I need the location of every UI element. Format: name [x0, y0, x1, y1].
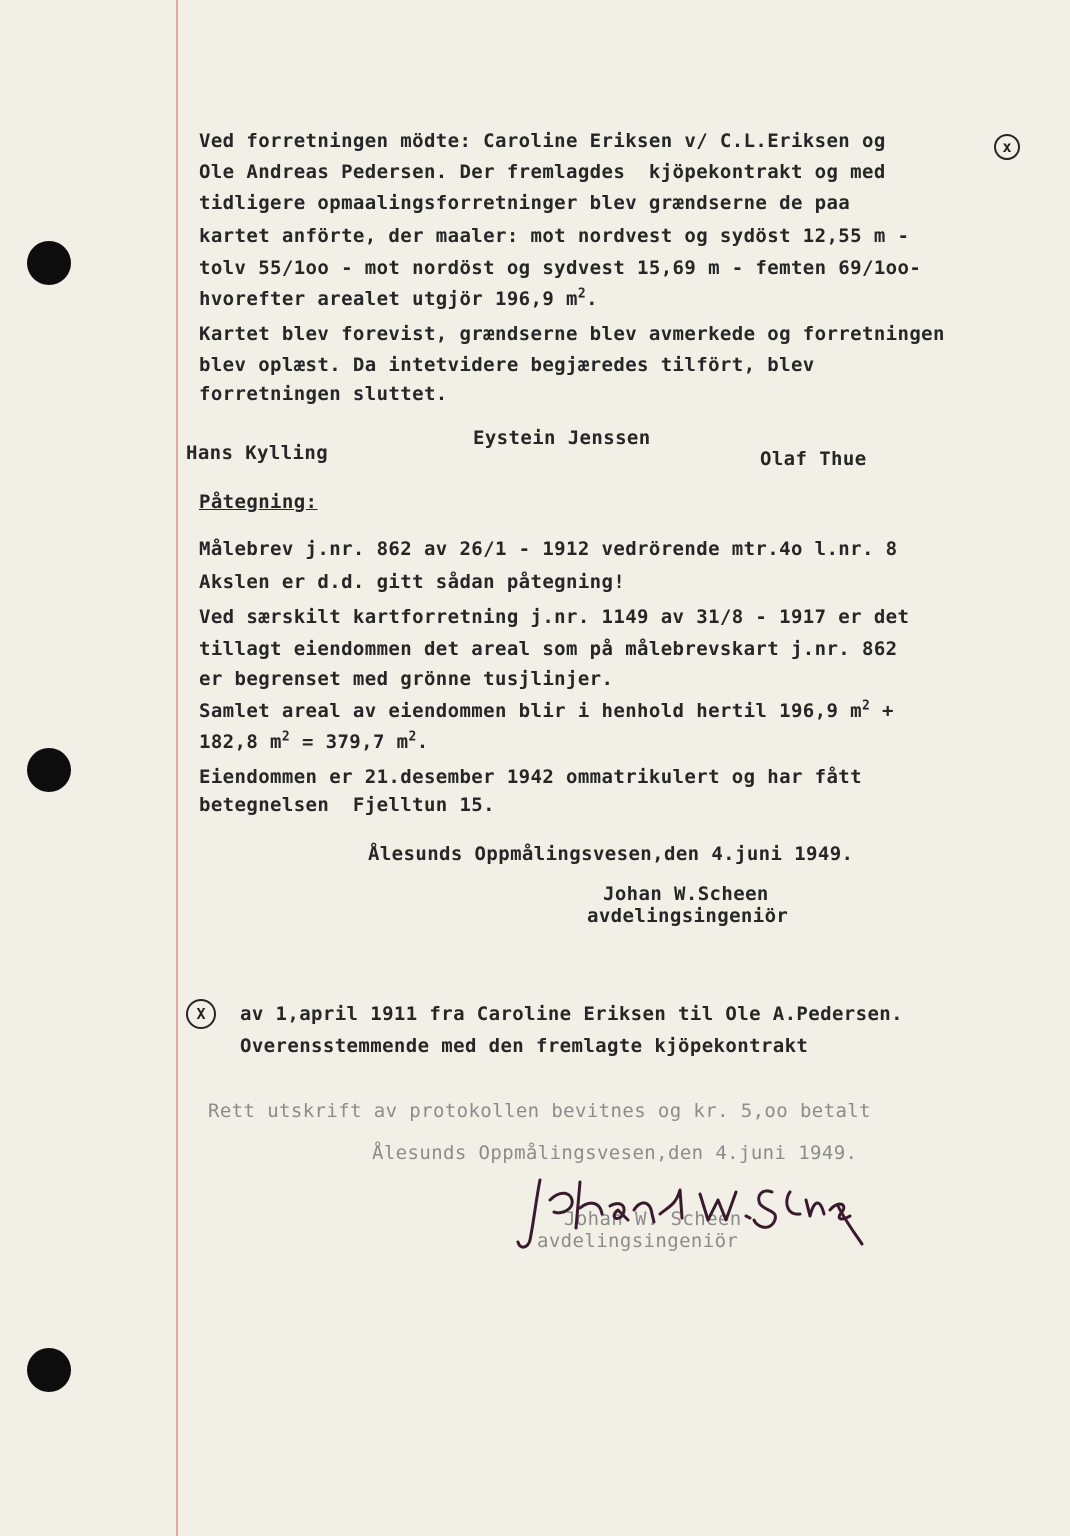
witness-center: Eystein Jenssen	[473, 427, 651, 449]
footnote-line: Overensstemmende med den fremlagte kjöpekontrakt	[240, 1035, 809, 1057]
annotation-line: betegnelsen Fjelltun 15.	[199, 794, 495, 816]
handwritten-signature	[510, 1170, 870, 1260]
annotation-signer-title: avdelingsingeniör	[587, 905, 789, 927]
punch-hole-middle	[27, 748, 71, 792]
annotation-heading: Påtegning:	[199, 491, 318, 513]
body-line: Kartet blev forevist, grændserne blev avmerkede og forretningen	[199, 323, 945, 345]
punch-hole-top	[27, 241, 71, 285]
witness-right: Olaf Thue	[760, 448, 867, 470]
certification-place-date: Ålesunds Oppmålingsvesen,den 4.juni 1949.	[372, 1142, 858, 1164]
certification-name: Johan W. Scheen	[564, 1208, 742, 1230]
annotation-line: Ved særskilt kartforretning j.nr. 1149 av 31/8 - 1917 er det	[199, 606, 910, 628]
certification-title: avdelingsingeniör	[537, 1230, 739, 1252]
area-line: hvorefter arealet utgjör 196,9 $m^2$.	[199, 286, 598, 310]
annotation-line: Eiendommen er 21.desember 1942 ommatrikulert og har fått	[199, 766, 862, 788]
footnote-marker: X	[186, 999, 216, 1029]
body-line: blev oplæst. Da intetvidere begjæredes tilfört, blev	[199, 354, 815, 376]
body-line: forretningen sluttet.	[199, 383, 448, 405]
body-line: kartet anförte, der maaler: mot nordvest og sydöst 12,55 m -	[199, 225, 910, 247]
body-line: tidligere opmaalingsforretninger blev grændserne de paa	[199, 192, 851, 214]
margin-reference-marker: x	[994, 134, 1020, 160]
footnote-line: av 1,april 1911 fra Caroline Eriksen til Ole A.Pedersen.	[240, 1003, 903, 1025]
annotation-area-line-2: 182,8 $m^2 = 379,7$ $m^2$.	[199, 729, 429, 753]
margin-rule	[176, 0, 178, 1536]
body-line: Ole Andreas Pedersen. Der fremlagdes kjöpekontrakt og med	[199, 161, 886, 183]
annotation-line: Målebrev j.nr. 862 av 26/1 - 1912 vedrörende mtr.4o l.nr. 8	[199, 538, 898, 560]
witness-left: Hans Kylling	[186, 442, 329, 464]
annotation-line: Akslen er d.d. gitt sådan påtegning!	[199, 571, 626, 593]
annotation-line: tillagt eiendommen det areal som på målebrevskart j.nr. 862	[199, 638, 898, 660]
punch-hole-bottom	[27, 1348, 71, 1392]
annotation-place-date: Ålesunds Oppmålingsvesen,den 4.juni 1949.	[368, 843, 854, 865]
certification-line: Rett utskrift av protokollen bevitnes og kr. 5,oo betalt	[208, 1100, 871, 1122]
annotation-area-line-1: Samlet areal av eiendommen blir i henhold hertil 196,9 $m^2$ +	[199, 698, 894, 722]
annotation-signer-name: Johan W.Scheen	[603, 883, 769, 905]
annotation-line: er begrenset med grönne tusjlinjer.	[199, 668, 614, 690]
body-line: tolv 55/1oo - mot nordöst og sydvest 15,69 m - femten 69/1oo-	[199, 257, 922, 279]
body-line: Ved forretningen mödte: Caroline Eriksen v/ C.L.Eriksen og	[199, 130, 886, 152]
